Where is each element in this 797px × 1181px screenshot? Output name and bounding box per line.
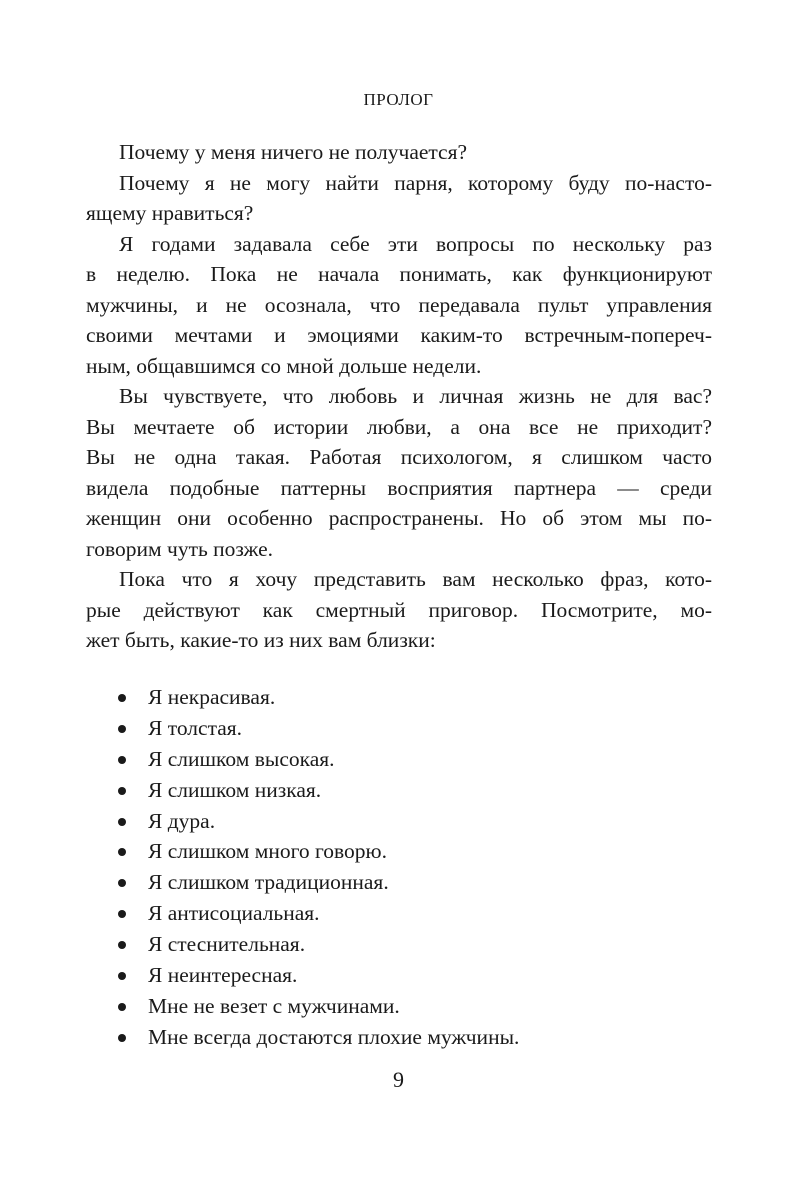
bullet-icon — [118, 941, 126, 949]
list-item — [112, 836, 712, 867]
chapter-title: ПРОЛОГ — [363, 90, 434, 109]
list-item-text: Я толстая. — [148, 715, 243, 740]
body-text — [86, 137, 712, 656]
bullet-icon — [118, 818, 126, 826]
list-item-text: Я слишком высокая. — [148, 746, 335, 771]
bullet-list — [112, 682, 712, 1053]
page-number: 9 — [393, 1067, 404, 1092]
list-item-text: Я дура. — [148, 808, 216, 833]
paragraph-line: видела подобные паттерны восприятия партнера — среди — [86, 475, 712, 500]
list-item-text: Я стеснительная. — [148, 932, 306, 957]
paragraph-line: своими мечтами и эмоциями каким-то встречным-попереч- — [86, 323, 712, 347]
list-item — [112, 744, 712, 775]
list-item — [112, 929, 712, 960]
paragraph-line: ящему нравиться? — [86, 201, 254, 225]
paragraph-line: Вы мечтаете об истории любви, а она все не приходит? — [86, 414, 712, 439]
bullet-icon — [118, 910, 126, 918]
paragraph-line: в неделю. Пока не начала понимать, как функционируют — [86, 262, 712, 286]
list-item — [112, 682, 712, 713]
bullet-icon — [118, 848, 126, 856]
paragraph-line: Вы чувствуете, что любовь и личная жизнь не для вас? — [119, 384, 712, 408]
paragraph-line: Почему у меня ничего не получается? — [119, 140, 468, 164]
list-item — [112, 867, 712, 898]
paragraph-line: жет быть, какие-то из них вам близки: — [86, 628, 436, 652]
paragraph-line: говорим чуть позже. — [86, 536, 274, 561]
list-item-text: Я антисоциальная. — [148, 901, 320, 926]
paragraph-line: женщин они особенно распространены. Но об этом мы по- — [86, 506, 712, 530]
list-item — [112, 775, 712, 806]
paragraph-line: Я годами задавала себе эти вопросы по нескольку раз — [119, 231, 712, 256]
paragraph-line: Почему я не могу найти парня, которому буду по-насто- — [119, 170, 712, 195]
paragraph-line: ным, общавшимся со мной дольше недели. — [86, 353, 482, 378]
bullet-icon — [118, 694, 126, 702]
list-item-text: Я неинтересная. — [148, 963, 298, 988]
paragraph-line: рые действуют как смертный приговор. Посмотрите, мо- — [86, 597, 712, 622]
bullet-icon — [118, 1034, 126, 1042]
bullet-icon — [118, 725, 126, 733]
list-item-text: Я слишком традиционная. — [148, 870, 389, 895]
list-item — [112, 1022, 712, 1053]
bullet-icon — [118, 787, 126, 795]
list-item-text: Мне не везет с мужчинами. — [148, 993, 400, 1018]
list-item-text: Мне всегда достаются плохие мужчины. — [148, 1024, 520, 1049]
list-item-text: Я слишком низкая. — [148, 777, 322, 802]
bullet-icon — [118, 972, 126, 980]
bullet-icon — [118, 879, 126, 887]
paragraph-line: Пока что я хочу представить вам несколько фраз, кото- — [119, 567, 712, 591]
paragraph-line: Вы не одна такая. Работая психологом, я слишком часто — [86, 445, 712, 469]
list-item — [112, 713, 712, 744]
bullet-icon — [118, 1003, 126, 1011]
list-item — [112, 806, 712, 837]
list-item-text: Я слишком много говорю. — [148, 839, 387, 864]
list-item-text: Я некрасивая. — [148, 685, 276, 709]
paragraph-line: мужчины, и не осознала, что передавала пульт управления — [86, 292, 712, 317]
list-item — [112, 991, 712, 1022]
bullet-icon — [118, 756, 126, 764]
list-item — [112, 960, 712, 991]
list-item — [112, 898, 712, 929]
